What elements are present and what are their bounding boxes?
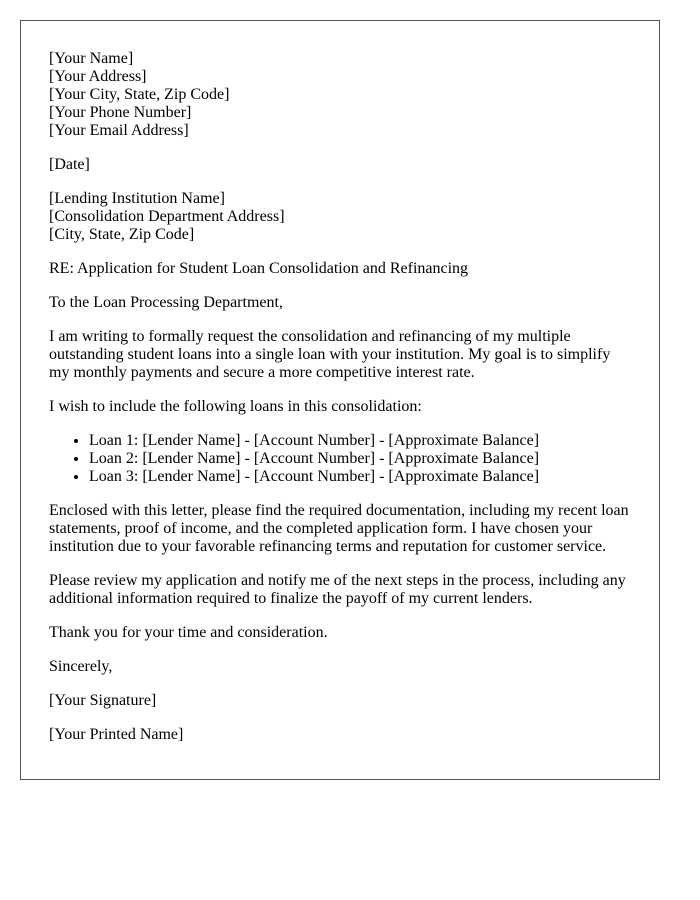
letter-page <box>20 20 660 780</box>
sender-address: [Your Address] <box>49 68 147 85</box>
sender-phone: [Your Phone Number] <box>49 104 192 121</box>
loan-list-item: • Loan 2: [Lender Name] - [Account Number] - [Approximate Balance] <box>89 450 631 468</box>
salutation: To the Loan Processing Department, <box>49 294 283 311</box>
loan-list <box>49 432 631 486</box>
recipient-department-address: [Consolidation Department Address] <box>49 208 285 225</box>
letter-date: [Date] <box>49 156 90 173</box>
sender-city-state-zip: [Your City, State, Zip Code] <box>49 86 230 103</box>
intro-paragraph: I am writing to formally request the consolidation and refinancing of my multiple outstanding student loans into a single loan with your institution. My goal is to simplify my monthly payments and secure a more competitive interest rate. <box>49 328 611 381</box>
sender-block <box>49 50 631 140</box>
loan-list-item: • Loan 3: [Lender Name] - [Account Number] - [Approximate Balance] <box>89 468 631 486</box>
sender-name: [Your Name] <box>49 50 134 67</box>
subject-line: RE: Application for Student Loan Consolidation and Refinancing <box>49 260 469 277</box>
sender-email: [Your Email Address] <box>49 122 189 139</box>
request-paragraph: Please review my application and notify me of the next steps in the process, including any additional information required to finalize the payoff of my current lenders. <box>49 572 626 607</box>
recipient-city-state-zip: [City, State, Zip Code] <box>49 226 195 243</box>
enclosure-paragraph: Enclosed with this letter, please find the required documentation, including my recent loan statements, proof of income, and the completed application form. I have chosen your institution due to your favorable refinancing terms and reputation for customer service. <box>49 502 629 555</box>
closing: Sincerely, <box>49 658 113 675</box>
thanks-paragraph: Thank you for your time and consideration. <box>49 624 328 641</box>
loan-list-item: • Loan 1: [Lender Name] - [Account Number] - [Approximate Balance] <box>89 432 631 450</box>
recipient-block <box>49 190 631 244</box>
signature-placeholder: [Your Signature] <box>49 692 157 709</box>
printed-name: [Your Printed Name] <box>49 726 184 743</box>
loans-lead-paragraph: I wish to include the following loans in this consolidation: <box>49 398 422 415</box>
recipient-institution: [Lending Institution Name] <box>49 190 225 207</box>
